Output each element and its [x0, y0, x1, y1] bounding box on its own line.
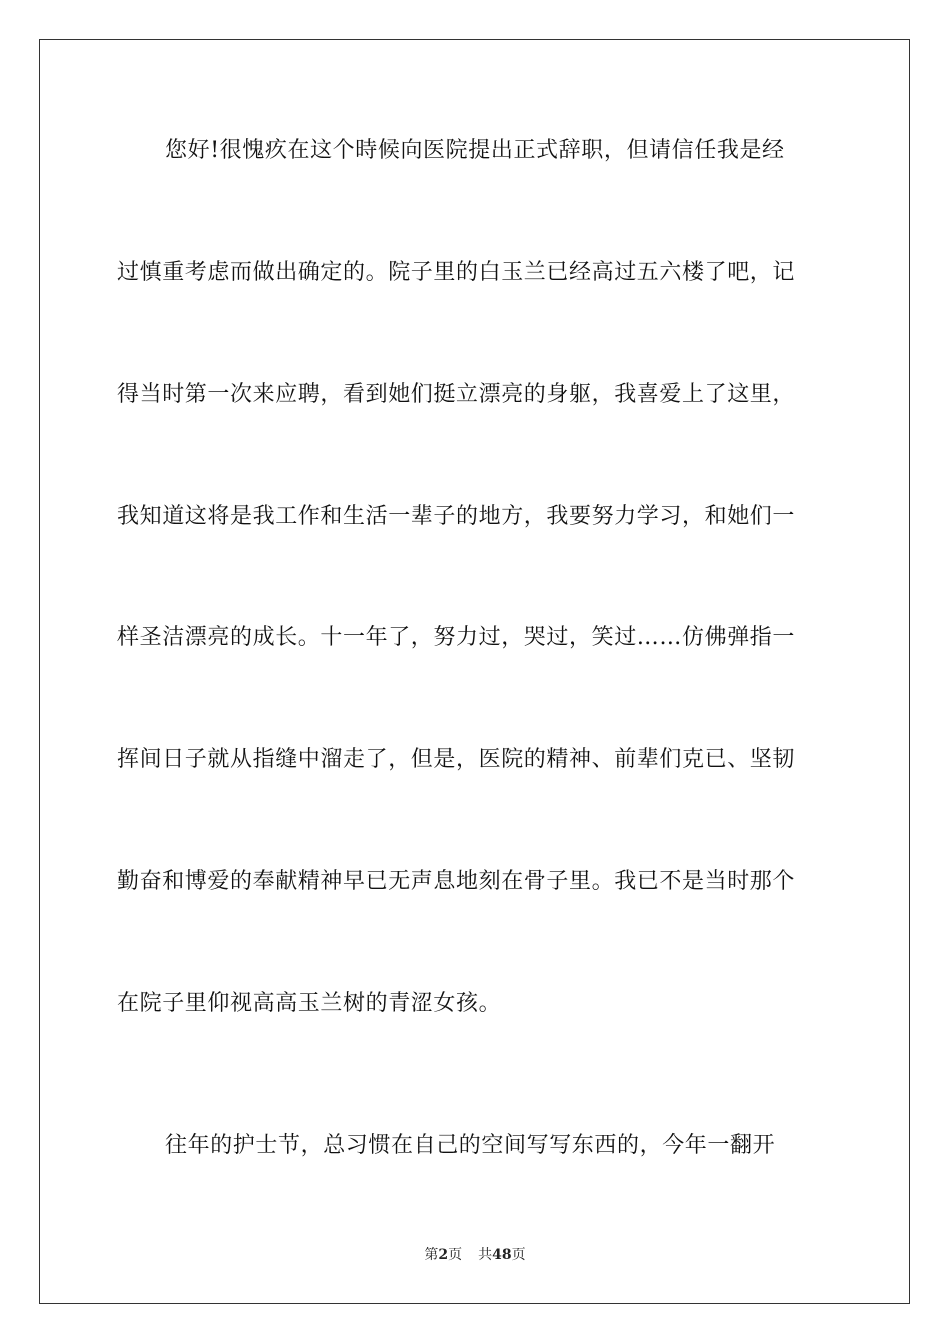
page-number: 2	[438, 1247, 449, 1263]
paragraph-line: 我知道这将是我工作和生活一辈子的地方，我要努力学习，和她们一	[117, 504, 796, 529]
paragraph-line: 往年的护士节，总习惯在自己的空间写写东西的，今年一翻开	[165, 1133, 776, 1158]
page-prefix: 第	[424, 1247, 439, 1263]
paragraph-line: 您好!很愧疚在这个時候向医院提出正式辞职，但请信任我是经	[165, 138, 785, 163]
paragraph-line: 挥间日子就从指缝中溜走了，但是，医院的精神、前辈们克已、坚韧	[117, 747, 796, 772]
page-footer	[0, 1246, 950, 1264]
total-prefix: 共	[478, 1247, 493, 1263]
paragraph-line: 样圣洁漂亮的成长。十一年了，努力过，哭过，笑过……仿佛弹指一	[117, 625, 796, 650]
paragraph-line: 在院子里仰视高高玉兰树的青涩女孩。	[117, 991, 502, 1016]
total-suffix: 页	[511, 1247, 526, 1263]
page-suffix: 页	[448, 1247, 463, 1263]
paragraph-line: 过慎重考虑而做出确定的。院子里的白玉兰已经高过五六楼了吧，记	[117, 260, 796, 285]
paragraph-line: 勤奋和博爱的奉献精神早已无声息地刻在骨子里。我已不是当时那个	[117, 869, 796, 894]
page-border	[39, 39, 910, 1304]
total-pages: 48	[492, 1247, 512, 1263]
paragraph-line: 得当时第一次来应聘，看到她们挺立漂亮的身躯，我喜爱上了这里，	[117, 382, 796, 407]
